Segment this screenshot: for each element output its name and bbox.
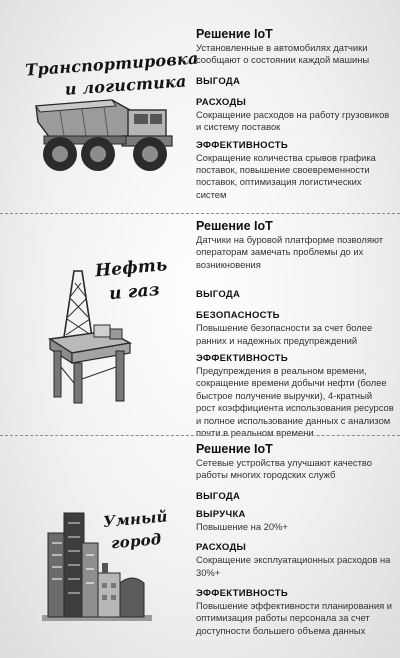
item-heading: БЕЗОПАСНОСТЬ [196,310,280,322]
benefit-heading: ВЫГОДА [196,289,241,301]
item-heading: ЭФФЕКТИВНОСТЬ [196,588,288,600]
section-content [196,219,394,439]
item-text: Сокращение расходов на работу грузовиков и систему поставок [196,108,390,133]
section-content [196,27,394,201]
solution-heading: Решение IoT [196,442,273,456]
section-art [0,435,190,658]
item-text: Повышение на 20%+ [196,520,288,532]
section-title-line1: Нефть [94,255,169,282]
section-title-line1: Умный [102,507,169,531]
section-title-line1: Транспортировка [24,48,200,80]
section-oil-gas [0,213,400,439]
item-heading: РАСХОДЫ [196,96,247,108]
benefit-heading: ВЫГОДА [196,75,241,87]
oil-platform-icon [44,267,134,407]
item-text: Повышение безопасности за счет более ранних и надежных предупреждений [196,322,373,346]
section-smart-city [0,435,400,658]
section-title-line2: и логистика [64,71,188,99]
item-text: Сокращение эксплуатационных расходов на 30%+ [196,554,391,578]
item-heading: РАСХОДЫ [196,542,247,554]
solution-text: Сетевые устройства улучшают качество работы многих городских служб [196,457,372,481]
item-text: Предупреждения в реальном времени, сокращение времени добычи нефти (более быстрое получение выручки), 4-кратный рост коэффициента использования ресурсов и полное использование данных с анализом почти в реальном времени [196,365,394,439]
solution-heading: Решение IoT [196,219,273,233]
section-transport-logistics [0,0,400,213]
item-heading: ЭФФЕКТИВНОСТЬ [196,353,288,365]
item-text: Сокращение количества срывов графика поставок, повышение своевременности поставок, оптимизация логистических систем [196,151,376,200]
item-text: Повышение эффективности планирования и оптимизация работы персонала за счет доступности большего объема данных [196,600,393,636]
mining-truck-icon [30,96,180,174]
benefit-heading: ВЫГОДА [196,490,241,502]
solution-text: Установленные в автомобилях датчики сообщают о состоянии каждой машины [196,42,370,66]
item-heading: ВЫРУЧКА [196,508,246,520]
section-title-line2: и газ [108,279,161,305]
city-buildings-icon [42,503,152,625]
section-title-line2: город [110,530,163,553]
section-content [196,442,394,637]
solution-text: Датчики на буровой платформе позволяют операторам замечать проблемы до их возникновения [196,234,384,270]
item-heading: ЭФФЕКТИВНОСТЬ [196,139,288,151]
section-art [0,213,190,435]
solution-heading: Решение IoT [196,27,273,41]
section-art [0,0,200,213]
